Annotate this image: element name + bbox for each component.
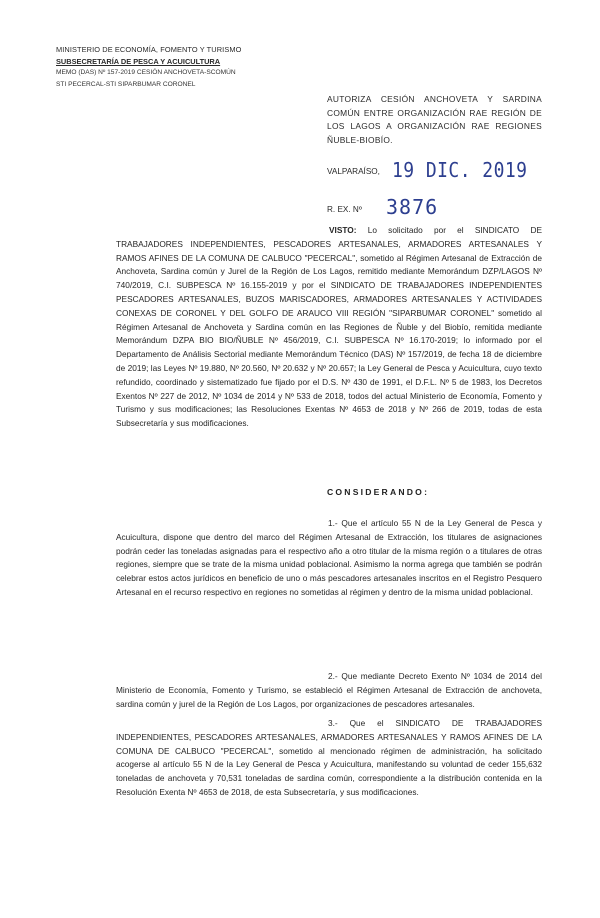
date-stamp: 19 DIC. 2019 <box>392 158 528 182</box>
considerando-text: 1.- Que el artículo 55 N de la Ley General de Pesca y Acuicultura, dispone que dentro del marco del Régimen Artesanal de Extracción, los titulares de asignaciones podrán ceder las toneladas asignadas para el respectivo año a otro titular de la misma región o a titulares de otras regiones, siempre que se trate de la misma unidad poblacional. Asimismo la norma agrega que también se podrán celebrar estos actos jurídicos en beneficio de uno o más pescadores artesanales inscritos en el Registro Pesquero Artesanal en el recurso respectivo en regiones no sometidas al régimen y dentro de la misma unidad poblacional. <box>116 518 542 597</box>
letterhead <box>56 44 276 90</box>
considerando-text: 2.- Que mediante Decreto Exento Nº 1034 de 2014 del Ministerio de Economía, Fomento y Turismo, se estableció el Régimen Artesanal de Extracción de anchoveta, sardina común y jurel de la Región de Los Lagos, por organizaciones de pescadores artesanales. <box>116 671 542 709</box>
organization-reference: STI PECERCAL-STI SIPARBUMAR CORONEL <box>56 80 196 88</box>
considerando-text: 3.- Que el SINDICATO DE TRABAJADORES INDEPENDIENTES, PESCADORES ARTESANALES, ARMADORES ARTESANALES Y RAMOS AFINES DE LA COMUNA DE CALBUCO "PECERCAL", sometido al mencionado régimen de administración, ha solicitado acogerse al artículo 55 N de la Ley General de Pesca y Acuicultura, manifestando su voluntad de ceder 155,632 toneladas de anchoveta y 70,531 toneladas de sardina común, correspondiente a la distribución contenida en la Resolución Exenta Nº 4653 de 2018, de esta Subsecretaría, y sus modificaciones. <box>116 718 542 797</box>
considerando-item-3 <box>116 717 542 800</box>
resolution-subject: AUTORIZA CESIÓN ANCHOVETA Y SARDINA COMÚN ENTRE ORGANIZACIÓN RAE REGIÓN DE LOS LAGOS A ORGANIZACIÓN RAE REGIONES ÑUBLE-BIOBÍO. <box>327 94 542 146</box>
ministry-name: MINISTERIO DE ECONOMÍA, FOMENTO Y TURISMO <box>56 45 242 54</box>
visto-paragraph <box>116 224 542 431</box>
visto-text: Lo solicitado por el SINDICATO DE TRABAJADORES INDEPENDIENTES, PESCADORES ARTESANALES, ARMADORES ARTESANALES Y RAMOS AFINES DE LA COMUNA DE CALBUCO "PECERCAL", sometido al Régimen Artesanal de Extracción de Anchoveta, Sardina común y Jurel de la Región de Los Lagos, remitido mediante Memorándum DZP/LAGOS Nº 740/2019, C.I. SUBPESCA Nº 16.155-2019 y por el SINDICATO DE TRABAJADORES INDEPENDIENTES PESCADORES ARTESANALES, BUZOS MARISCADORES, ARMADORES ARTESANALES Y ACTIVIDADES CONEXAS DE CORONEL Y DEL GOLFO DE ARAUCO VIII REGIÓN "SIPARBUMAR CORONEL" sometido al Régimen Artesanal de Anchoveta y Sardina común en las Regiones de Ñuble y del Biobío, remitida mediante Memorándum DZPA BIO BIO/ÑUBLE Nº 456/2019, C.I. SUBPESCA Nº 16.170-2019; lo informado por el Departamento de Análisis Sectorial mediante Memorándum Técnico (DAS) Nº 157/2019, de fecha 18 de diciembre de 2019; las Leyes Nº 19.880, Nº 20.560, Nº 20.632 y Nº 20.657; la Ley General de Pesca y Acuicultura, cuyo texto refundido, coordinado y sistematizado fue fijado por el D.S. Nº 430 de 1991, el D.F.L. Nº 5 de 1983, los Decretos Exentos Nº 227 de 2012, Nº 1034 de 2014 y Nº 533 de 2018, todos del actual Ministerio de Economía, Fomento y Turismo y sus modificaciones; las Resoluciones Exentas Nº 4653 de 2018 y Nº 266 de 2019, todas de esta Subsecretaría y sus modificaciones. <box>116 225 542 429</box>
memo-reference: MEMO (DAS) Nº 157-2019 CESIÓN ANCHOVETA-SCOMÚN <box>56 69 236 76</box>
visto-label: VISTO: <box>329 225 357 235</box>
considerando-item-2 <box>116 670 542 711</box>
resolution-number-stamp: 3876 <box>386 195 439 219</box>
resolution-number-label: R. EX. Nº <box>327 205 362 214</box>
place-label: VALPARAÍSO, <box>327 167 380 176</box>
subsecretaria-name: SUBSECRETARÍA DE PESCA Y ACUICULTURA <box>56 56 221 66</box>
considerando-item-1 <box>116 517 542 600</box>
considerando-title: CONSIDERANDO: <box>327 487 430 497</box>
